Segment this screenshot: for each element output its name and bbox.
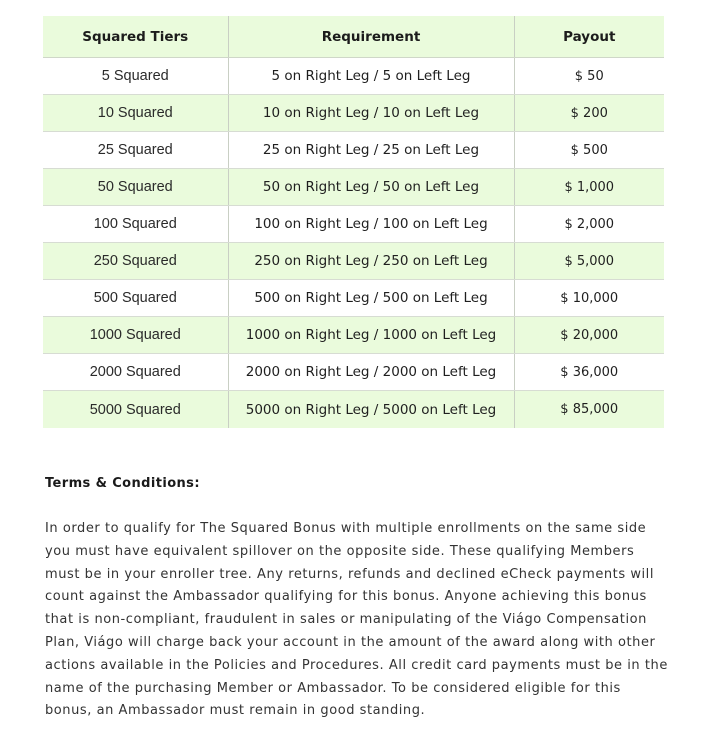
payout-cell: $ 200 xyxy=(514,95,664,132)
tier-name-cell: 50 Squared xyxy=(43,169,228,206)
requirement-cell: 50 on Right Leg / 50 on Left Leg xyxy=(228,169,514,206)
table-row xyxy=(43,243,664,280)
requirement-cell: 25 on Right Leg / 25 on Left Leg xyxy=(228,132,514,169)
requirement-cell: 1000 on Right Leg / 1000 on Left Leg xyxy=(228,317,514,354)
requirement-cell: 100 on Right Leg / 100 on Left Leg xyxy=(228,206,514,243)
terms-heading: Terms & Conditions: xyxy=(45,476,200,491)
tier-name-cell: 5 Squared xyxy=(43,58,228,95)
tier-name-cell: 100 Squared xyxy=(43,206,228,243)
payout-cell: $ 20,000 xyxy=(514,317,664,354)
payout-cell: $ 5,000 xyxy=(514,243,664,280)
requirement-cell: 5 on Right Leg / 5 on Left Leg xyxy=(228,58,514,95)
payout-cell: $ 36,000 xyxy=(514,354,664,391)
payout-cell: $ 85,000 xyxy=(514,391,664,429)
requirement-cell: 2000 on Right Leg / 2000 on Left Leg xyxy=(228,354,514,391)
tier-name-cell: 500 Squared xyxy=(43,280,228,317)
table-row xyxy=(43,132,664,169)
header-payout: Payout xyxy=(514,16,664,58)
table-row xyxy=(43,391,664,429)
terms-body: In order to qualify for The Squared Bonus with multiple enrollments on the same side you must have equivalent spillover on the opposite side. These qualifying Members must be in your enroller tree. Any returns, refunds and declined eCheck payments will count against the Ambassador qualifying for this bonus. Anyone achieving this bonus that is non-compliant, fraudulent in sales or manipulating of the Viágo Compensation Plan, Viágo will charge back your account in the amount of the award along with other actions available in the Policies and Procedures. All credit card payments must be in the name of the purchasing Member or Ambassador. To be considered eligible for this bonus, an Ambassador must remain in good standing. xyxy=(45,521,668,719)
squared-tiers-table xyxy=(43,16,664,428)
table-row xyxy=(43,95,664,132)
tier-name-cell: 5000 Squared xyxy=(43,391,228,429)
requirement-cell: 5000 on Right Leg / 5000 on Left Leg xyxy=(228,391,514,429)
payout-cell: $ 50 xyxy=(514,58,664,95)
table-row xyxy=(43,58,664,95)
requirement-cell: 250 on Right Leg / 250 on Left Leg xyxy=(228,243,514,280)
requirement-cell: 500 on Right Leg / 500 on Left Leg xyxy=(228,280,514,317)
table-row xyxy=(43,169,664,206)
payout-cell: $ 500 xyxy=(514,132,664,169)
tier-name-cell: 2000 Squared xyxy=(43,354,228,391)
payout-cell: $ 1,000 xyxy=(514,169,664,206)
header-requirement: Requirement xyxy=(228,16,514,58)
table-row xyxy=(43,206,664,243)
payout-cell: $ 2,000 xyxy=(514,206,664,243)
payout-cell: $ 10,000 xyxy=(514,280,664,317)
header-squared-tiers: Squared Tiers xyxy=(43,16,228,58)
tier-name-cell: 25 Squared xyxy=(43,132,228,169)
table-row xyxy=(43,354,664,391)
table-row xyxy=(43,317,664,354)
tier-name-cell: 10 Squared xyxy=(43,95,228,132)
table-row xyxy=(43,280,664,317)
requirement-cell: 10 on Right Leg / 10 on Left Leg xyxy=(228,95,514,132)
tier-name-cell: 1000 Squared xyxy=(43,317,228,354)
tier-name-cell: 250 Squared xyxy=(43,243,228,280)
table-header-row xyxy=(43,16,664,58)
